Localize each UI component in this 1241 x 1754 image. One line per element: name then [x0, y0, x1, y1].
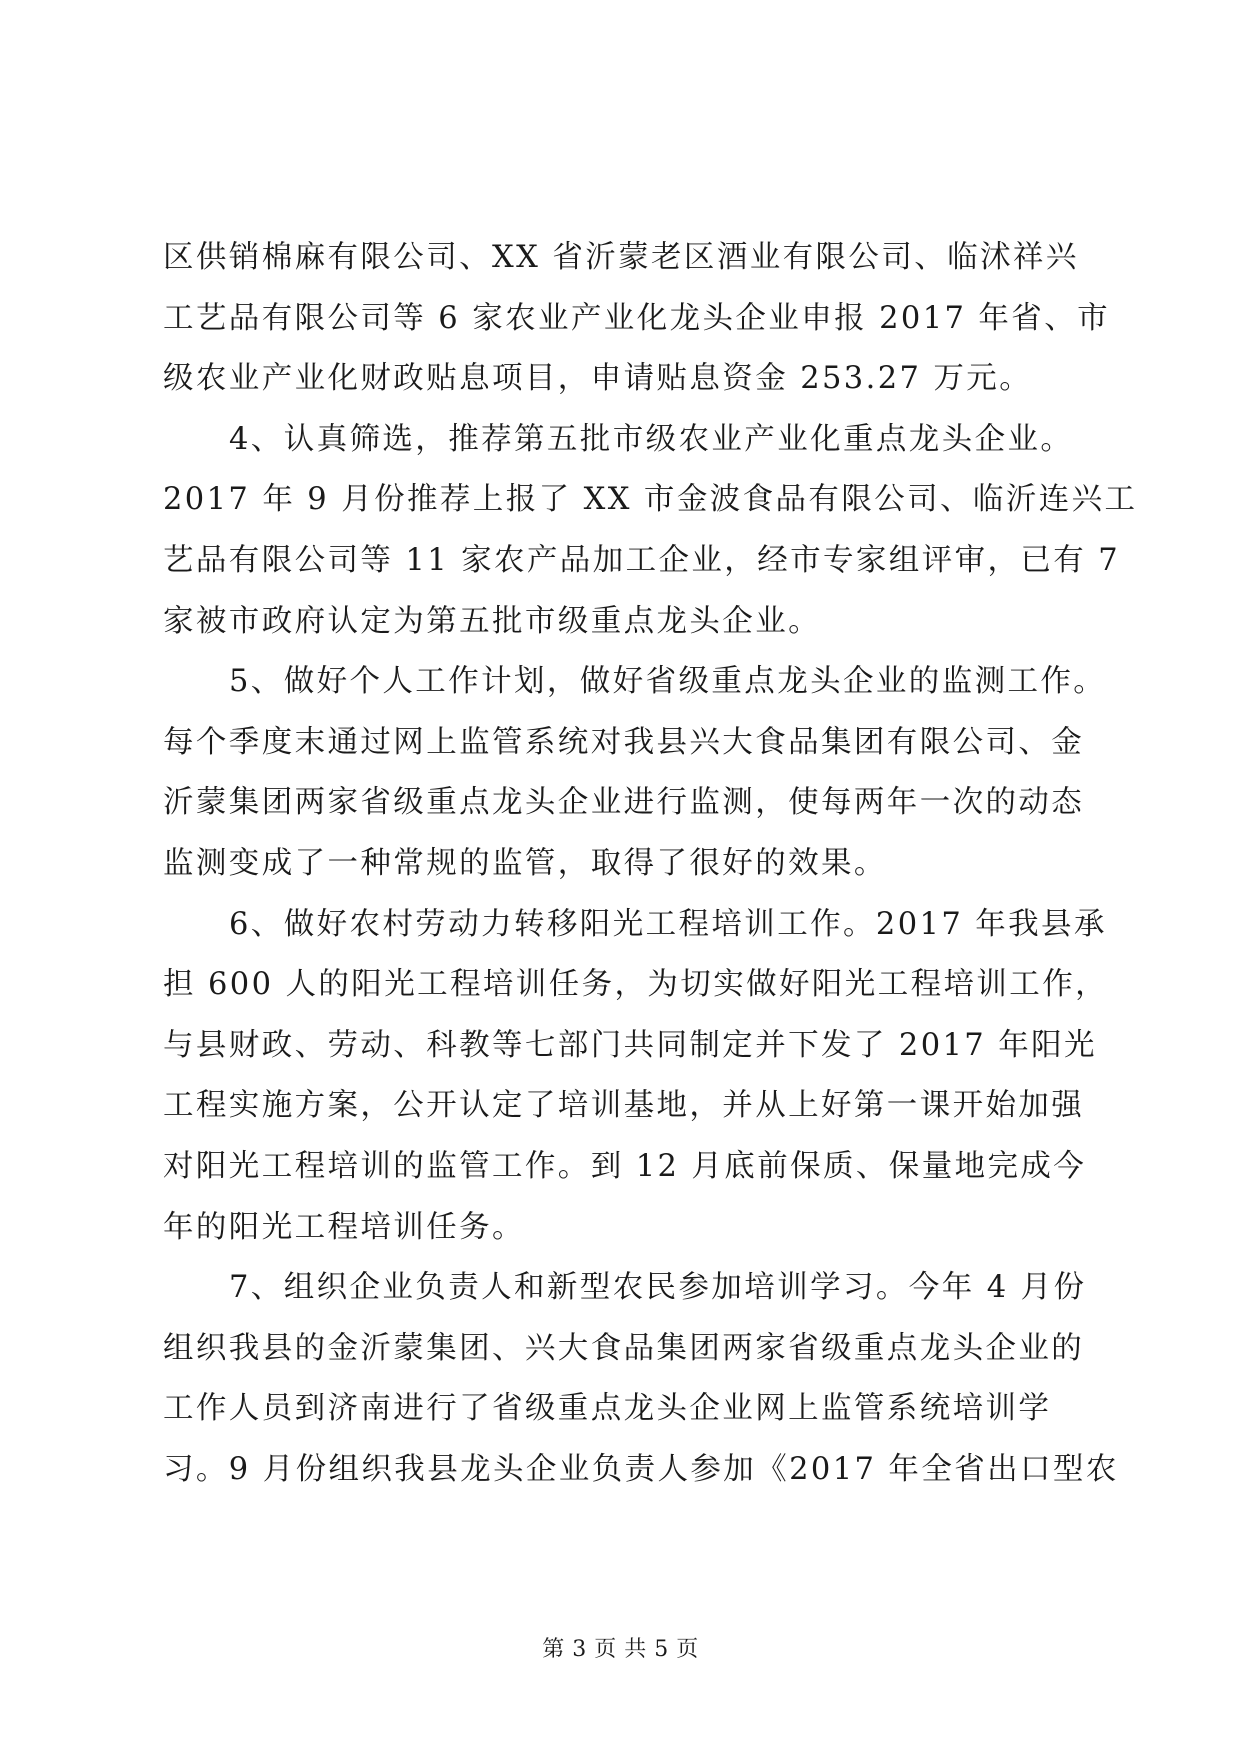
text-line: 习。9 月份组织我县龙头企业负责人参加《2017 年全省出口型农	[163, 1451, 1119, 1487]
text-line: 年的阳光工程培训任务。	[163, 1209, 525, 1245]
text-line: 组织我县的金沂蒙集团、兴大食品集团两家省级重点龙头企业的	[163, 1330, 1085, 1366]
text-line: 工程实施方案，公开认定了培训基地，并从上好第一课开始加强	[163, 1088, 1085, 1124]
text-line: 工艺品有限公司等 6 家农业产业化龙头企业申报 2017 年省、市	[163, 300, 1111, 336]
text-line: 沂蒙集团两家省级重点龙头企业进行监测，使每两年一次的动态	[163, 785, 1085, 821]
paragraph-4-start: 4、认真筛选，推荐第五批市级农业产业化重点龙头企业。	[229, 421, 1074, 457]
text-line: 区供销棉麻有限公司、XX 省沂蒙老区酒业有限公司、临沭祥兴	[163, 240, 1079, 275]
text-line: 级农业产业化财政贴息项目，申请贴息资金 253.27 万元。	[163, 361, 1033, 397]
text-line: 艺品有限公司等 11 家农产品加工企业，经市专家组评审，已有 7	[163, 542, 1121, 578]
paragraph-6-start: 6、做好农村劳动力转移阳光工程培训工作。2017 年我县承	[229, 906, 1107, 942]
text-line: 与县财政、劳动、科教等七部门共同制定并下发了 2017 年阳光	[163, 1027, 1097, 1063]
paragraph-7-start: 7、组织企业负责人和新型农民参加培训学习。今年 4 月份	[229, 1270, 1087, 1306]
paragraph-5-start: 5、做好个人工作计划，做好省级重点龙头企业的监测工作。	[229, 664, 1107, 700]
text-line: 家被市政府认定为第五批市级重点龙头企业。	[163, 603, 821, 639]
body-text	[163, 228, 1138, 1500]
page-number-footer: 第 3 页 共 5 页	[542, 1637, 699, 1662]
text-line: 对阳光工程培训的监管工作。到 12 月底前保质、保量地完成今	[163, 1148, 1087, 1184]
text-line: 监测变成了一种常规的监管，取得了很好的效果。	[163, 845, 887, 881]
text-line: 担 600 人的阳光工程培训任务，为切实做好阳光工程培训工作，	[163, 967, 1109, 1003]
text-line: 每个季度末通过网上监管系统对我县兴大食品集团有限公司、金	[163, 724, 1085, 760]
text-line: 2017 年 9 月份推荐上报了 XX 市金波食品有限公司、临沂连兴工	[163, 482, 1138, 518]
text-line: 工作人员到济南进行了省级重点龙头企业网上监管系统培训学	[163, 1391, 1052, 1427]
